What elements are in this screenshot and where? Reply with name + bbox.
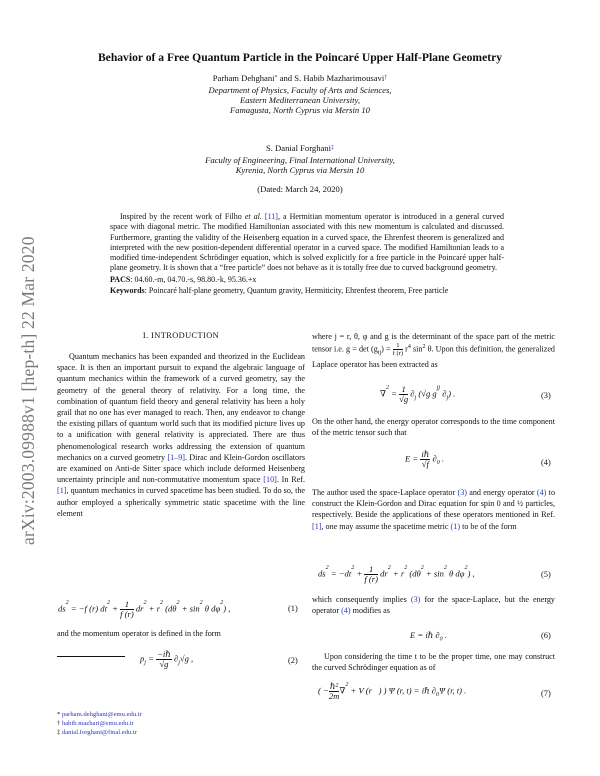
paper-title: Behavior of a Free Quantum Particle in the Poincaré Upper Half-Plane Geometry xyxy=(97,51,503,64)
authors-line: Parham Dehghani* and S. Habib Mazharimousavi† xyxy=(212,73,388,83)
equation-1: $ds^2 = -f$ (r) $dt^2$ + $\frac{1}{f (r)}$ $dr^2 + r^2$ ($d\theta^2 + \sin^2 \theta$ $d\varphi^2$) , xyxy=(58,599,231,619)
footnotes xyxy=(57,710,297,737)
right-klein-gordon-text: The author used the space-Laplace operator (3) and energy operator (4) to construct the Klein-Gordon and Dirac equation for spin 0 and ½ particles, respectively. Beside the applications of these operators mentioned in Ref. [1], one may assume the spacetime metric (1) to be of the form xyxy=(312,488,556,531)
eqref-3b[interactable]: (3) xyxy=(410,595,421,604)
cite-11[interactable]: [11] xyxy=(264,212,278,221)
footnote-3: ‡ danial.forghani@final.edu.tr xyxy=(57,729,137,736)
author-2: S. Habib Mazharimousavi xyxy=(294,73,385,83)
equation-6: E = iℏ $\partial_0$ . xyxy=(410,630,447,643)
abstract: Inspired by the recent work of Filho et al. [11], a Hermitian momentum operator is introduced in a general curved space with diagonal metric. The modified Hamiltonian associated with this new momentum is calculated and discussed. Furthermore, granting the validity of the Heisenberg equation in a curved space, the Ehrenfest theorem is generalized and interpreted with the new position-dependent differential operator in a curved space. The modified Hamiltonian leads to a modified time-independent Schrödinger equation, which is solved explicitly for a free particle in the Poincaré upper half-plane geometry. It is shown that a “free particle” does not behave as it is totally free due to curved background geometry. PACS: 04.60.-m, 04.70.-s, 98.80.-k, 95.36.+x Keywords: Poincaré half-plane geometry, Quantum gravity, Hermiticity, Ehrenfest theorem, Free particle xyxy=(110,212,505,296)
footnote-2: † habib.mazhari@emu.edu.tr xyxy=(57,720,134,727)
right-laplace-text: which consequently implies (3) for the space-Laplace, but the energy operator (4) modifies as xyxy=(312,595,555,616)
author-3: S. Danial Forghani‡ xyxy=(265,143,334,153)
arxiv-identifier: arXiv:2003.09988v1 [hep-th] 22 Mar 2020 xyxy=(18,236,38,545)
eqref-4b[interactable]: (4) xyxy=(341,606,351,616)
author-1: Parham Dehghani xyxy=(212,73,275,83)
equation-4-number: (4) xyxy=(541,458,551,467)
equation-1-number: (1) xyxy=(288,604,298,613)
email-link-3[interactable]: danial.forghani@final.edu.tr xyxy=(61,729,137,736)
equation-3-number: (3) xyxy=(541,391,551,400)
equation-7: ( − $\frac{\hbar^2}{2m}$ ∇$^2$ + V (r⃗) ) Ψ (r, t) = iℏ $\partial_0\Psi$ (r, t) . xyxy=(318,681,467,701)
equation-5: $ds^2 = -dt^2$ + $\frac{1}{f (r)}$ $dr^2 + r^2$ ($d\theta^2 + \sin^2 \theta$ $d\varphi^2$) , xyxy=(318,564,475,584)
eqref-3[interactable]: (3) xyxy=(457,488,467,497)
left-after-eq1: and the momentum operator is defined in the form xyxy=(57,629,221,638)
email-link-1[interactable]: parham.dehghani@emu.edu.tr xyxy=(61,711,142,718)
equation-6-number: (6) xyxy=(541,631,551,640)
email-link-2[interactable]: habib.mazhari@emu.edu.tr xyxy=(61,720,134,727)
cite-1[interactable]: [1] xyxy=(57,486,67,496)
cite-1-right[interactable]: [1] xyxy=(312,521,322,531)
footnote-rule xyxy=(57,656,125,657)
author-1-mark: * xyxy=(274,75,278,81)
equation-5-number: (5) xyxy=(541,570,551,579)
eqref-1[interactable]: (1) xyxy=(450,521,461,531)
right-energy-text: On the other hand, the energy operator corresponds to the time component of the metric tensor such that xyxy=(312,417,555,438)
section-heading: I. INTRODUCTION xyxy=(142,331,220,340)
cite-10[interactable]: [10] xyxy=(263,475,277,485)
equation-3: ∇$^2$ = $\frac{1}{√g}$ $\partial_j$ (√g $g^{jj}$ $\partial_j$) . xyxy=(380,384,456,404)
affiliation-2: Faculty of Engineering, Final International University, Kyrenia, North Cyprus via Mersin 10 xyxy=(205,155,395,176)
right-schrodinger-text: Upon considering the time t to be the proper time, one may construct the curved Schrödinger equation as of xyxy=(312,652,555,673)
equation-2-number: (2) xyxy=(288,656,298,665)
eqref-4[interactable]: (4) xyxy=(536,488,547,497)
footnote-1: * parham.dehghani@emu.edu.tr xyxy=(57,711,142,718)
affiliation-1: Department of Physics, Faculty of Arts and Sciences, Eastern Mediterranean University, Famagusta, North Cyprus via Mersin 10 xyxy=(208,85,392,116)
cite-1-9[interactable]: [1–9] xyxy=(167,452,185,462)
right-column-intro: where j = r, θ, φ and g is the determinant of the space part of the metric tensor i.e. $g = \det (g_{ij})$ = $\frac{1}{f (r)}$ $r^4$ $\sin^2 \theta$. Upon this definition, the generalized Laplace operator has been extracted as xyxy=(312,332,555,370)
equation-4: E = $\frac{\text{iℏ}}{√f}$ $\partial_0$ . xyxy=(405,449,444,469)
dated-line: (Dated: March 24, 2020) xyxy=(257,184,343,194)
equation-7-number: (7) xyxy=(541,689,551,698)
equation-2: $p_j$ = $\frac{\text{−iℏ}}{√g}$ $\partial_j√g$ , xyxy=(140,649,194,669)
author-2-mark: † xyxy=(384,75,388,81)
left-column-text: Quantum mechanics has been expanded and theorized in the Euclidean space. It is then an important pursuit to expand the algebraic language of quantum mechanics within the framework of a curved geometry, say the geometry of the general theory of relativity. For a long time, the combination of quantum field theory and general relativity has been a holy grail that no one has ever managed to reach. Then, any endeavor to change the existing pillars of quantum world such that its modified picture lives up to a unification with general relativity is appreciated. There are thus phenomenological research works addressing the extension of quantum mechanics on a curved geometry [1–9]. Dirac and Klein-Gordon oscillators are examined on Anti-de Sitter space which include deformed Heisenberg uncertainty principle and non-commutative momentum space [10]. In Ref. [1], quantum mechanics in curved spacetime has been studied. To do so, the author employed a spherically symmetric static spacetime with the line element xyxy=(57,352,305,518)
